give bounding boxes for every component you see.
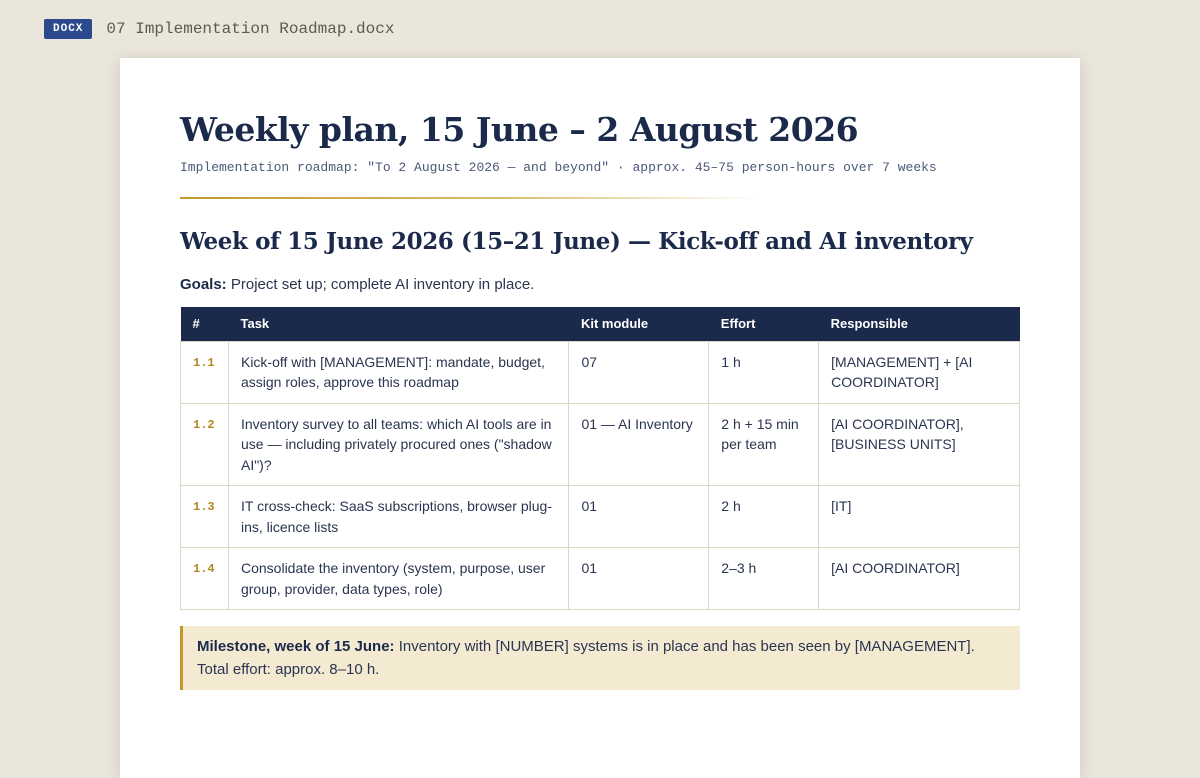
document-page (120, 58, 1080, 778)
goals-label: Goals: (180, 276, 227, 293)
task-number: 1.2 (181, 403, 229, 486)
header-effort: Effort (709, 307, 819, 341)
header-task: Task (228, 307, 568, 341)
header-kit-module: Kit module (569, 307, 709, 341)
task-number: 1.3 (181, 486, 229, 548)
task-number: 1.4 (181, 548, 229, 610)
week-goals (180, 275, 1020, 295)
table-row (181, 486, 1020, 548)
task-effort: 2 h + 15 min per team (709, 403, 819, 486)
file-header (44, 19, 394, 39)
task-table (180, 307, 1020, 610)
task-kit-module: 01 — AI Inventory (569, 403, 709, 486)
task-number: 1.1 (181, 341, 229, 403)
week-heading: Week of 15 June 2026 (15–21 June) — Kick-off and AI inventory (180, 228, 973, 255)
task-effort: 2–3 h (709, 548, 819, 610)
milestone-text: Inventory with [NUMBER] systems is in place and has been seen by [MANAGEMENT]. Total effort: approx. 8–10 h. (197, 638, 975, 678)
document-title: Weekly plan, 15 June – 2 August 2026 (180, 110, 859, 149)
goals-text: Project set up; complete AI inventory in place. (226, 276, 535, 293)
task-kit-module: 01 (569, 548, 709, 610)
task-description: Kick-off with [MANAGEMENT]: mandate, budget, assign roles, approve this roadmap (228, 341, 568, 403)
task-responsible: [AI COORDINATOR] (819, 548, 1020, 610)
task-responsible: [AI COORDINATOR], [BUSINESS UNITS] (819, 403, 1020, 486)
task-effort: 2 h (709, 486, 819, 548)
header-responsible: Responsible (819, 307, 1020, 341)
milestone-label: Milestone, week of 15 June: (197, 638, 395, 655)
table-row (181, 403, 1020, 486)
file-type-badge: DOCX (44, 19, 92, 39)
table-header-row (181, 307, 1020, 341)
task-kit-module: 01 (569, 486, 709, 548)
header-number: # (181, 307, 229, 341)
milestone-callout (180, 626, 1020, 690)
task-description: IT cross-check: SaaS subscriptions, browser plug-ins, licence lists (228, 486, 568, 548)
task-kit-module: 07 (569, 341, 709, 403)
file-name: 07 Implementation Roadmap.docx (106, 20, 395, 38)
task-responsible: [IT] (819, 486, 1020, 548)
task-effort: 1 h (709, 341, 819, 403)
task-responsible: [MANAGEMENT] + [AI COORDINATOR] (819, 341, 1020, 403)
task-description: Inventory survey to all teams: which AI tools are in use — including privately procured ones ("shadow AI")? (228, 403, 568, 486)
table-row (181, 341, 1020, 403)
task-description: Consolidate the inventory (system, purpose, user group, provider, data types, role) (228, 548, 568, 610)
table-row (181, 548, 1020, 610)
title-divider (180, 197, 760, 199)
document-subtitle: Implementation roadmap: "To 2 August 2026 — and beyond" · approx. 45–75 person-hours over 7 weeks (180, 160, 937, 175)
document-content (180, 110, 1020, 690)
